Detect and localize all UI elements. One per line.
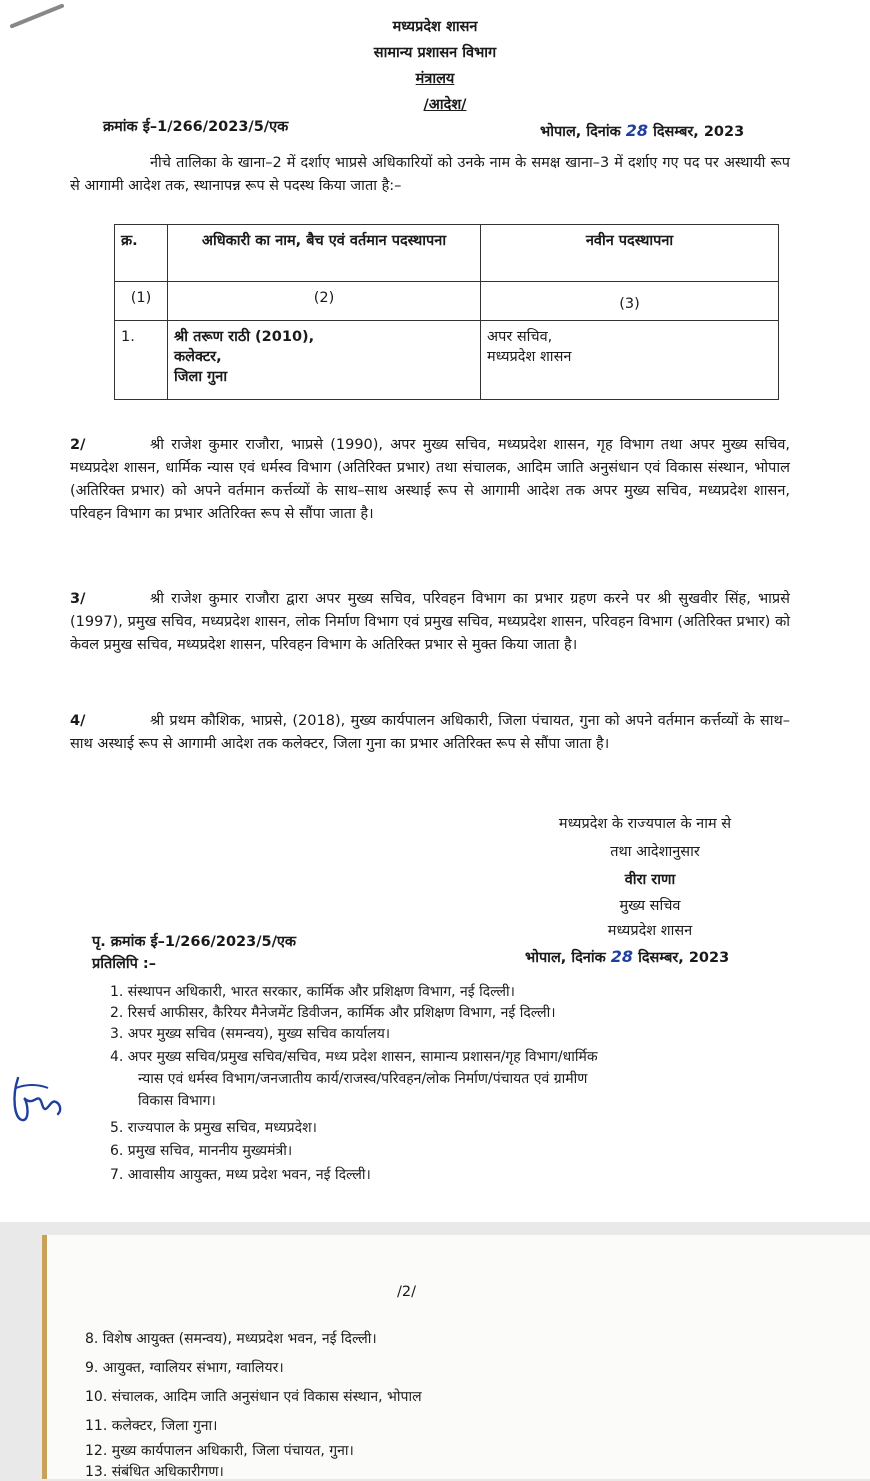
signatory-name: वीरा राणा [624,872,676,888]
table-colno-row [115,282,779,321]
th-sno: क्र. [115,225,168,282]
signature-line-2: तथा आदेशानुसार [610,844,700,860]
list-item-continued: विकास विभाग। [138,1093,216,1109]
th-officer: अधिकारी का नाम, बैच एवं वर्तमान पदस्थापना [168,225,481,282]
order-date: भोपाल, दिनांक 28 दिसम्बर, 2023 [540,121,745,140]
list-item: 10. संचालक, आदिम जाति अनुसंधान एवं विकास संस्थान, भोपाल [85,1389,422,1405]
header-order-title: /आदेश/ [423,97,467,113]
list-item: 5. राज्यपाल के प्रमुख सचिव, मध्यप्रदेश। [110,1120,317,1136]
endorsement-number: पृ. क्रमांक ई–1/266/2023/5/एक [92,934,297,950]
header-ministry: मंत्रालय [415,71,455,87]
order-number: क्रमांक ई–1/266/2023/5/एक [103,119,289,135]
copy-label: प्रतिलिपि :– [92,956,156,972]
list-item: 7. आवासीय आयुक्त, मध्य प्रदेश भवन, नई दिल्ली। [110,1167,371,1183]
row-officer: श्री तरूण राठी (2010), कलेक्टर, जिला गुना [168,321,481,400]
list-item: 1. संस्थापन अधिकारी, भारत सरकार, कार्मिक और प्रशिक्षण विभाग, नई दिल्ली। [110,984,515,1000]
pen-mark [9,3,64,28]
row-sno: 1. [115,321,168,400]
signatory-designation: मुख्य सचिव [619,898,681,914]
list-item: 4. अपर मुख्य सचिव/प्रमुख सचिव/सचिव, मध्य प्रदेश शासन, सामान्य प्रशासन/गृह विभाग/धार्मिक [110,1049,598,1065]
table-row [115,321,779,400]
handwritten-date: 28 [625,121,649,140]
handwritten-date: 28 [610,947,634,966]
signatory-org: मध्यप्रदेश शासन [607,923,693,939]
page-number: /2/ [397,1284,416,1300]
header-govt: मध्यप्रदेश शासन [392,19,478,35]
list-item: 6. प्रमुख सचिव, माननीय मुख्यमंत्री। [110,1143,293,1159]
intro-paragraph: नीचे तालिका के खाना–2 में दर्शाए भाप्रसे अधिकारियों को उनके नाम के समक्ष खाना–3 में दर्शाए गए पद पर अस्थायी रूप से आगामी आदेश तक, स्थानापन्न रूप से पदस्थ किया जाता है:– [70,155,790,194]
paragraph-2: 2/ श्री राजेश कुमार राजौरा, भाप्रसे (1990), अपर मुख्य सचिव, मध्यप्रदेश शासन, गृह विभाग तथा अपर मुख्य सचिव, मध्यप्रदेश शासन, धार्मिक न्यास एवं धर्मस्व विभाग (अतिरिक्त प्रभार) तथा संचालक, आदिम जाति अनुसंधान एवं विकास संस्थान, भोपाल (अतिरिक्त प्रभार) को अपने वर्तमान कर्त्तव्यों के साथ–साथ अस्थाई रूप से आगामी आदेश तक अपर मुख्य सचिव, मध्यप्रदेश शासन, परिवहन विभाग का प्रभार अतिरिक्त रूप से सौंपा जाता है। [70,437,790,522]
list-item: 2. रिसर्च आफीसर, कैरियर मैनेजमेंट डिवीजन, कार्मिक और प्रशिक्षण विभाग, नई दिल्ली। [110,1005,556,1021]
list-item: 11. कलेक्टर, जिला गुना। [85,1418,218,1434]
paragraph-4: 4/ श्री प्रथम कौशिक, भाप्रसे, (2018), मुख्य कार्यपालन अधिकारी, जिला पंचायत, गुना को अपने वर्तमान कर्त्तव्यों के साथ–साथ अस्थाई रूप से आगामी आदेश तक कलेक्टर, जिला गुना का प्रभार अतिरिक्त रूप से सौंपा जाता है। [70,713,790,752]
colno-2: (2) [168,282,481,321]
endorsement-date: भोपाल, दिनांक 28 दिसम्बर, 2023 [525,947,730,966]
list-item: 12. मुख्य कार्यपालन अधिकारी, जिला पंचायत, गुना। [85,1443,354,1459]
paragraph-3: 3/ श्री राजेश कुमार राजौरा द्वारा अपर मुख्य सचिव, परिवहन विभाग का प्रभार ग्रहण करने पर श्री सुखवीर सिंह, भाप्रसे (1997), प्रमुख सचिव, मध्यप्रदेश शासन, लोक निर्माण विभाग एवं प्रमुख सचिव, मध्यप्रदेश शासन, परिवहन विभाग (अतिरिक्त प्रभार) को केवल प्रमुख सचिव, मध्यप्रदेश शासन, परिवहन विभाग के अतिरिक्त प्रभार से मुक्त किया जाता है। [70,591,790,653]
row-posting: अपर सचिव, मध्यप्रदेश शासन [481,321,779,400]
handwritten-initials [8,1068,68,1130]
list-item-continued: न्यास एवं धर्मस्व विभाग/जनजातीय कार्य/राजस्व/परिवहन/लोक निर्माण/पंचायत एवं ग्रामीण [138,1071,588,1087]
colno-3: (3) [481,282,779,321]
posting-table [114,224,779,400]
list-item: 13. संबंधित अधिकारीगण। [85,1464,224,1480]
list-item: 9. आयुक्त, ग्वालियर संभाग, ग्वालियर। [85,1360,284,1376]
header-department: सामान्य प्रशासन विभाग [373,45,497,61]
list-item: 8. विशेष आयुक्त (समन्वय), मध्यप्रदेश भवन, नई दिल्ली। [85,1331,377,1347]
table-header-row [115,225,779,282]
list-item: 3. अपर मुख्य सचिव (समन्वय), मुख्य सचिव कार्यालय। [110,1026,391,1042]
colno-1: (1) [115,282,168,321]
order-page-2 [42,1235,870,1479]
signature-line-1: मध्यप्रदेश के राज्यपाल के नाम से [558,816,732,832]
th-posting: नवीन पदस्थापना [481,225,779,282]
